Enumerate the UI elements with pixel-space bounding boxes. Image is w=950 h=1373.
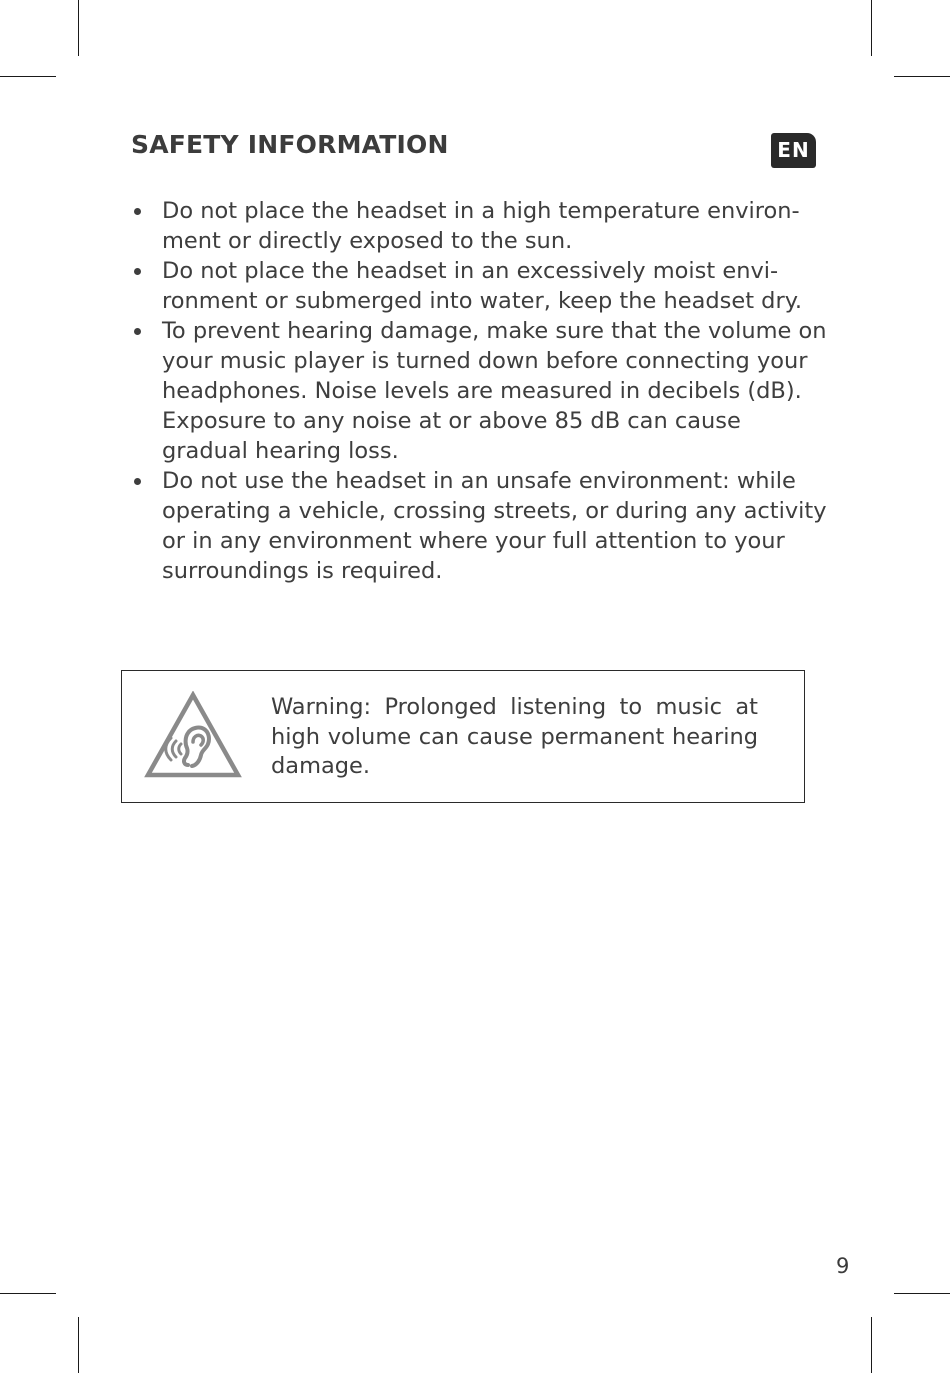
bullet-icon (134, 328, 141, 335)
crop-mark (894, 76, 950, 77)
crop-mark (894, 1293, 950, 1294)
crop-mark (871, 1317, 872, 1373)
crop-mark (0, 76, 56, 77)
list-item (131, 256, 831, 316)
bullet-icon (134, 478, 141, 485)
crop-mark (78, 1317, 79, 1373)
list-item (131, 196, 831, 256)
bullet-icon (134, 268, 141, 275)
safety-bullet-list (131, 196, 831, 586)
page-title: SAFETY INFORMATION (131, 130, 449, 159)
bullet-text: Do not place the headset in an excessively moist envi-ronment or submerged into water, keep the headset dry. (162, 258, 802, 314)
page-number: 9 (836, 1254, 850, 1278)
warning-text: Warning: Prolonged listening to music at high volume can cause permanent hearing damage. (271, 694, 758, 779)
list-item (131, 466, 831, 586)
bullet-icon (134, 208, 141, 215)
hearing-warning-icon (144, 691, 242, 779)
bullet-text: Do not use the headset in an unsafe environment: while operating a vehicle, crossing streets, or during any activity or in any environment where your full attention to your surroundings is required. (162, 468, 827, 584)
crop-mark (871, 0, 872, 56)
bullet-text: To prevent hearing damage, make sure that the volume on your music player is turned down before connecting your headphones. Noise levels are measured in decibels (dB). Exposure to any noise at or above 85 dB can cause gradual hearing loss. (162, 318, 827, 464)
list-item (131, 316, 831, 466)
bullet-text: Do not place the headset in a high temperature environ-ment or directly exposed to the sun. (162, 198, 800, 254)
warning-box (121, 670, 805, 803)
crop-mark (0, 1293, 56, 1294)
crop-mark (78, 0, 79, 56)
language-badge: EN (771, 133, 816, 168)
